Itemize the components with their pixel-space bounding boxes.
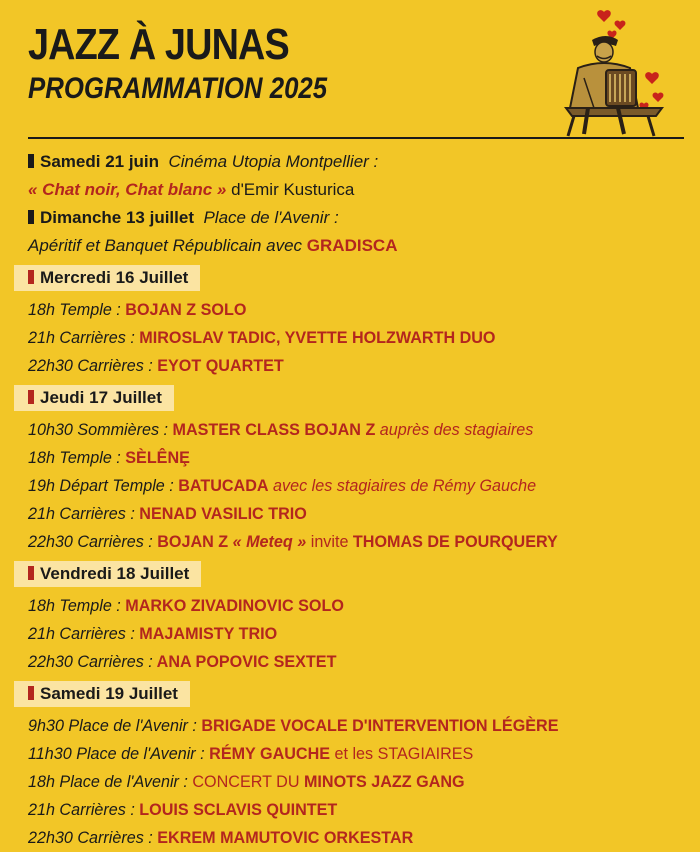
day-label: Vendredi 18 Juillet	[40, 564, 190, 583]
accordion-player-with-hearts-icon	[548, 4, 674, 138]
pre-event-desc: Apéritif et Banquet Républicain avec	[28, 236, 303, 255]
event-time-place: 21h Carrières :	[28, 328, 135, 347]
header-divider	[28, 137, 684, 139]
bullet-square-icon	[28, 270, 34, 284]
day-header	[28, 264, 688, 292]
event-artist: MARKO ZIVADINOVIC SOLO	[120, 596, 344, 615]
event-row	[28, 712, 688, 740]
header	[28, 22, 588, 106]
page-title: JAZZ À JUNAS	[28, 20, 289, 69]
film-director: d'Emir Kusturica	[231, 180, 355, 199]
event-artist: invite	[306, 532, 353, 551]
day-label: Mercredi 16 Juillet	[40, 268, 189, 287]
event-row	[28, 352, 688, 380]
programme	[28, 148, 688, 852]
event-row	[28, 592, 688, 620]
event-artist: BOJAN Z	[152, 532, 233, 551]
event-time-place: 21h Carrières :	[28, 504, 135, 523]
event-artist: EKREM MAMUTOVIC ORKESTAR	[152, 828, 414, 847]
page-subtitle: PROGRAMMATION 2025	[28, 72, 328, 105]
event-time-place: 22h30 Carrières :	[28, 356, 153, 375]
event-artist: MAJAMISTY TRIO	[134, 624, 278, 643]
event-artist: BOJAN Z SOLO	[120, 300, 247, 319]
day-header	[28, 680, 688, 708]
event-row	[28, 768, 688, 796]
event-artist: et les	[330, 744, 378, 763]
day-band	[14, 385, 174, 411]
event-time-place: 18h Temple :	[28, 448, 121, 467]
event-artist: STAGIAIRES	[377, 744, 474, 763]
event-row	[28, 296, 688, 324]
days-list	[28, 260, 688, 852]
pre-event-1	[28, 148, 688, 176]
pre-event-day: Samedi 21 juin	[40, 152, 160, 171]
event-artist: EYOT QUARTET	[152, 356, 284, 375]
event-row	[28, 472, 688, 500]
event-artist: MINOTS JAZZ GANG	[303, 772, 465, 791]
event-artist: auprès des stagiaires	[375, 420, 534, 439]
event-row	[28, 620, 688, 648]
event-row	[28, 740, 688, 768]
event-time-place: 11h30 Place de l'Avenir :	[28, 744, 205, 763]
event-artist: LOUIS SCLAVIS QUINTET	[134, 800, 338, 819]
day-band	[14, 681, 190, 707]
event-time-place: 9h30 Place de l'Avenir :	[28, 716, 197, 735]
event-artist: RÉMY GAUCHE	[204, 744, 331, 763]
film-title: « Chat noir, Chat blanc »	[28, 180, 227, 199]
event-artist: « Meteq »	[232, 532, 307, 551]
event-row	[28, 824, 688, 852]
bullet-square-icon	[28, 686, 34, 700]
event-time-place: 18h Place de l'Avenir :	[28, 772, 188, 791]
event-time-place: 19h Départ Temple :	[28, 476, 174, 495]
event-row	[28, 324, 688, 352]
event-time-place: 22h30 Carrières :	[28, 828, 153, 847]
event-artist: BATUCADA	[173, 476, 269, 495]
event-time-place: 18h Temple :	[28, 596, 121, 615]
bullet-square-icon	[28, 154, 34, 168]
pre-event-place: Cinéma Utopia Montpellier :	[168, 152, 379, 171]
pre-event-2-detail	[28, 232, 688, 260]
day-header	[28, 560, 688, 588]
day-band	[14, 561, 201, 587]
event-artist: avec les stagiaires de Rémy Gauche	[268, 476, 537, 495]
event-row	[28, 416, 688, 444]
bullet-square-icon	[28, 566, 34, 580]
event-row	[28, 528, 688, 556]
pre-event-band: GRADISCA	[306, 236, 398, 255]
event-time-place: 21h Carrières :	[28, 800, 135, 819]
event-artist: THOMAS DE POURQUERY	[352, 532, 558, 551]
bullet-square-icon	[28, 390, 34, 404]
pre-event-place: Place de l'Avenir :	[203, 208, 339, 227]
bullet-square-icon	[28, 210, 34, 224]
event-row	[28, 444, 688, 472]
event-time-place: 22h30 Carrières :	[28, 532, 153, 551]
event-artist: ANA POPOVIC SEXTET	[152, 652, 337, 671]
event-artist: MIROSLAV TADIC, YVETTE HOLZWARTH DUO	[134, 328, 496, 347]
event-artist: BRIGADE VOCALE D'INTERVENTION LÉGÈRE	[196, 716, 559, 735]
day-label: Jeudi 17 Juillet	[40, 388, 162, 407]
event-artist: MASTER CLASS BOJAN Z	[168, 420, 376, 439]
event-row	[28, 648, 688, 676]
pre-event-day: Dimanche 13 juillet	[40, 208, 194, 227]
event-time-place: 18h Temple :	[28, 300, 121, 319]
day-header	[28, 384, 688, 412]
event-time-place: 21h Carrières :	[28, 624, 135, 643]
pre-event-1-detail	[28, 176, 688, 204]
event-row	[28, 796, 688, 824]
event-row	[28, 500, 688, 528]
pre-event-2	[28, 204, 688, 232]
event-artist: SÈLÊNȨ	[120, 448, 190, 467]
day-band	[14, 265, 200, 291]
event-time-place: 22h30 Carrières :	[28, 652, 153, 671]
event-artist: CONCERT DU	[187, 772, 304, 791]
day-label: Samedi 19 Juillet	[40, 684, 178, 703]
event-time-place: 10h30 Sommières :	[28, 420, 169, 439]
event-artist: NENAD VASILIC TRIO	[134, 504, 307, 523]
